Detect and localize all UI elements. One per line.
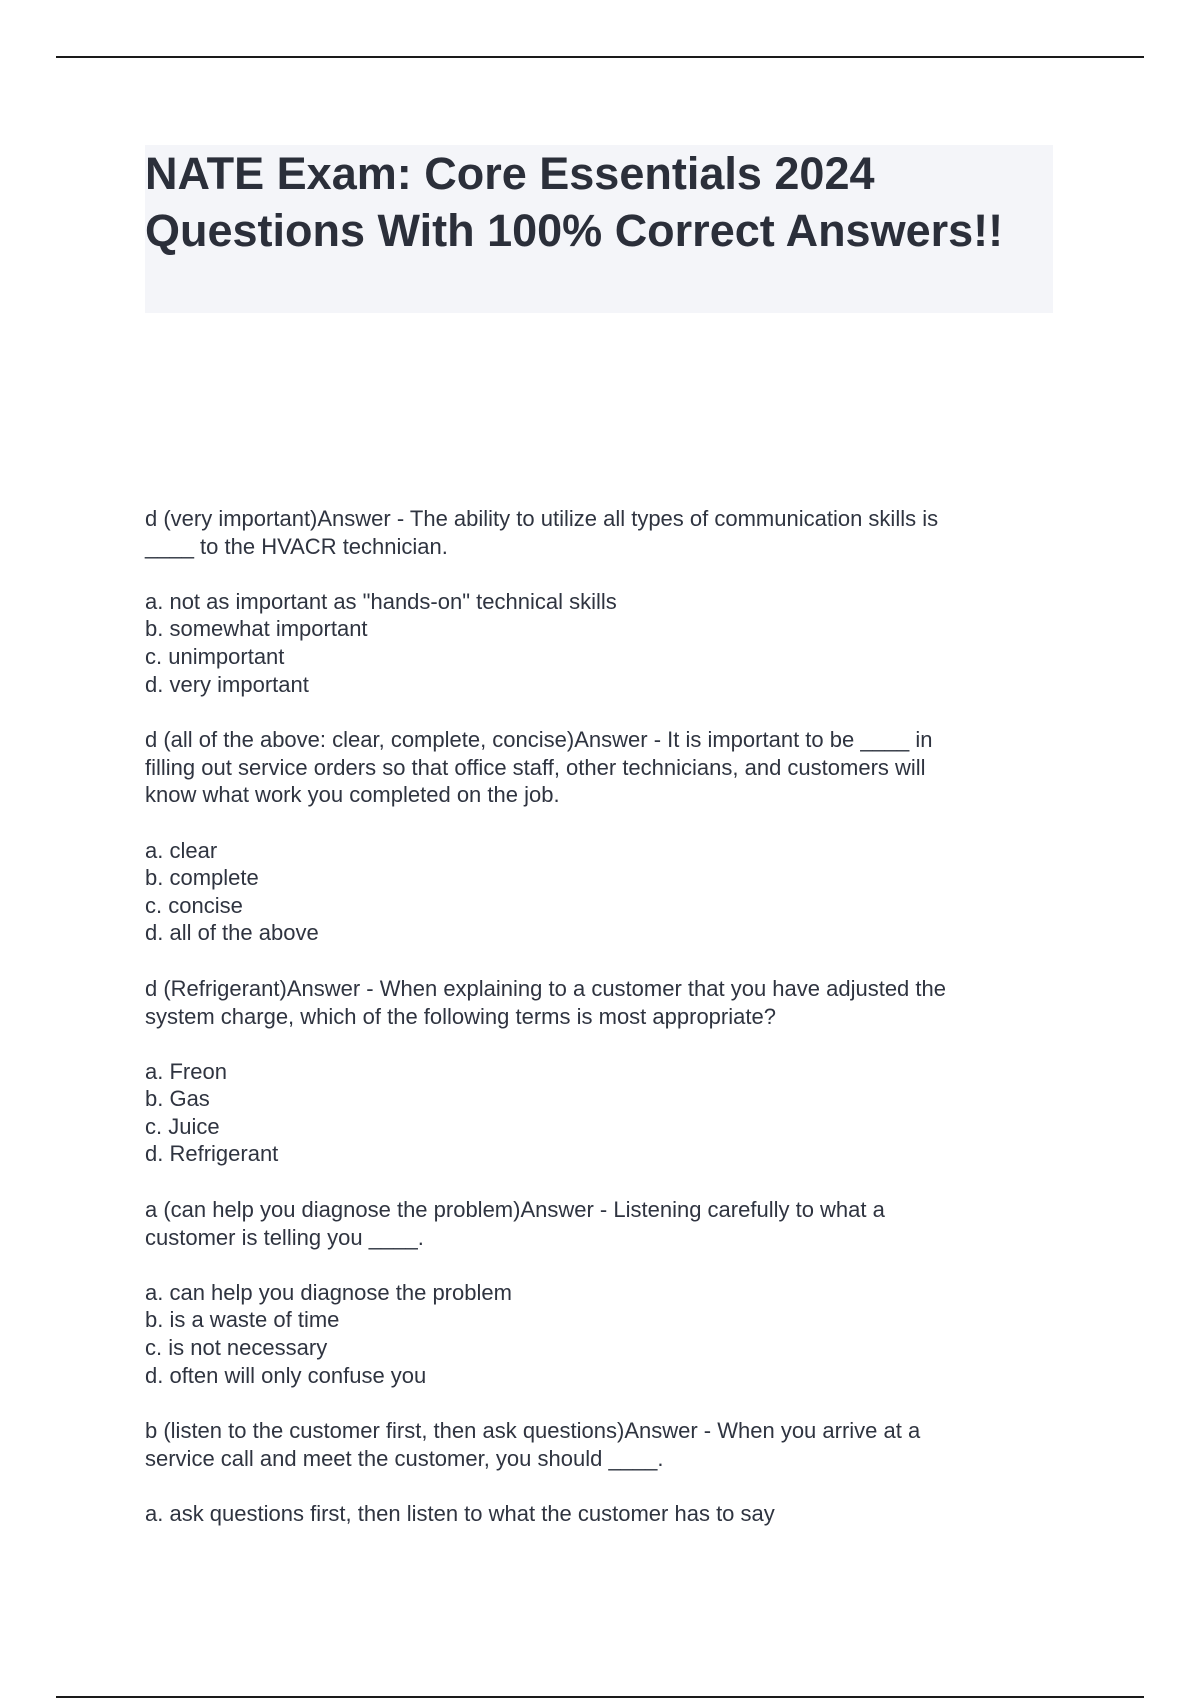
question-block — [145, 1196, 1045, 1389]
question-block — [145, 505, 1045, 698]
answer-option: c. Juice — [145, 1113, 220, 1139]
answer-option: d. Refrigerant — [145, 1141, 279, 1167]
answer-option: d. very important — [145, 671, 309, 697]
answer-option: b. complete — [145, 865, 259, 891]
answer-option: c. unimportant — [145, 643, 285, 669]
question-text: b (listen to the customer first, then ask questions)Answer - When you arrive at a service call and meet the customer, you should ____. — [145, 1418, 921, 1471]
question-block — [145, 1417, 1045, 1527]
question-block — [145, 726, 1045, 947]
page-title: NATE Exam: Core Essentials 2024 Questions With 100% Correct Answers!! — [145, 148, 1004, 256]
question-text: a (can help you diagnose the problem)Answer - Listening carefully to what a customer is telling you ____. — [145, 1197, 885, 1250]
answer-option: b. Gas — [145, 1086, 210, 1112]
footer-rule — [56, 1696, 1144, 1698]
title-block — [145, 145, 1053, 313]
answer-option: d. often will only confuse you — [145, 1362, 427, 1388]
answer-option: b. somewhat important — [145, 616, 368, 642]
answer-option: c. concise — [145, 892, 243, 918]
answer-option: a. can help you diagnose the problem — [145, 1279, 512, 1305]
header-rule — [56, 56, 1144, 58]
answer-option: a. ask questions first, then listen to what the customer has to say — [145, 1501, 775, 1526]
answer-option: a. Freon — [145, 1058, 227, 1084]
answer-option: a. clear — [145, 837, 218, 863]
question-text: d (very important)Answer - The ability to utilize all types of communication skills is ____ to the HVACR technician. — [145, 506, 939, 559]
answer-option: a. not as important as "hands-on" technical skills — [145, 588, 617, 614]
question-text: d (Refrigerant)Answer - When explaining to a customer that you have adjusted the system charge, which of the following terms is most appropriate? — [145, 975, 946, 1029]
question-list — [145, 505, 1045, 1556]
answer-option: d. all of the above — [145, 920, 319, 946]
question-block — [145, 975, 1045, 1168]
answer-option: b. is a waste of time — [145, 1307, 340, 1333]
answer-option: c. is not necessary — [145, 1335, 328, 1361]
question-text: d (all of the above: clear, complete, concise)Answer - It is important to be ____ in filling out service orders so that office staff, other technicians, and customers will know what work you completed on the job. — [145, 727, 933, 808]
